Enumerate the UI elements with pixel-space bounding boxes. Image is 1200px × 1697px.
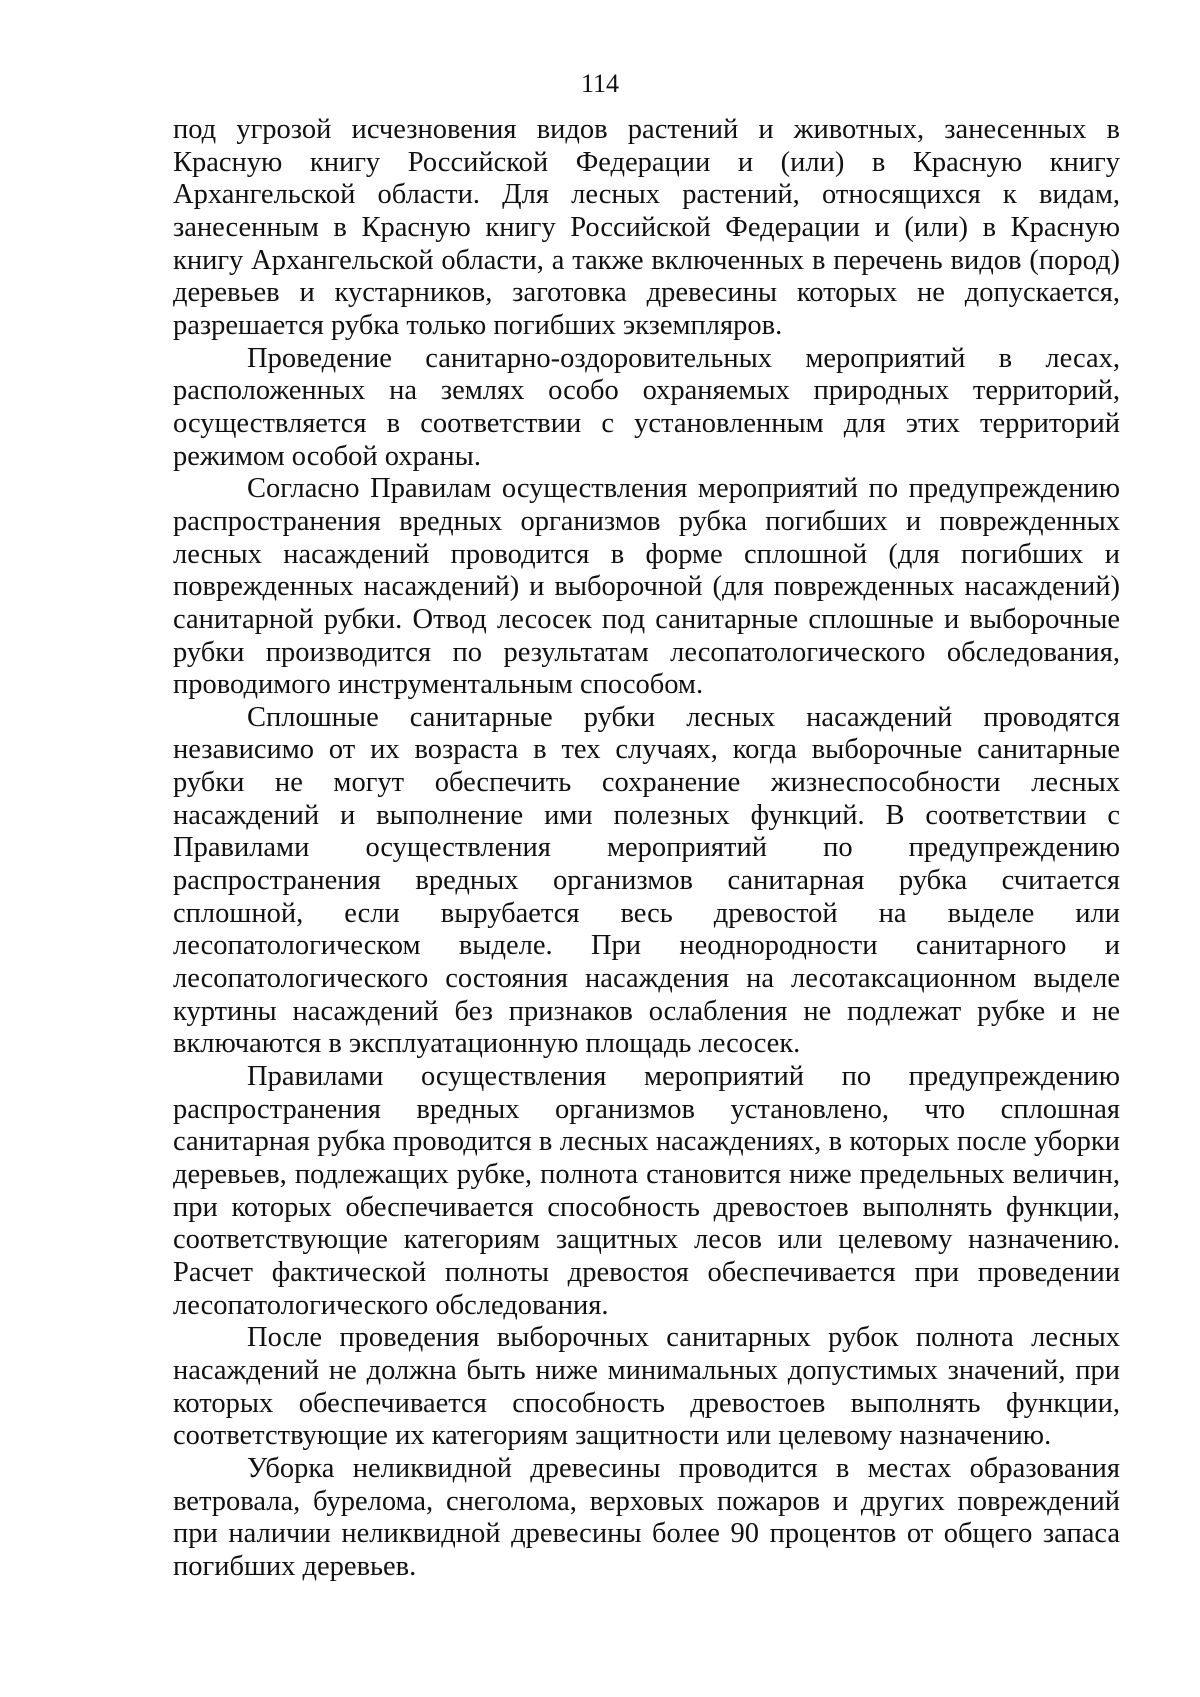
paragraph-protected-territories: Проведение санитарно-оздоровительных мероприятий в лесах, расположенных на землях особо охраняемых природных территорий, осуществляется в соответствии с установленным для этих территорий режимом особой охраны. — [173, 342, 1120, 472]
paragraph-sanitary-felling-forms: Согласно Правилам осуществления мероприятий по предупреждению распространения вредных организмов рубка погибших и поврежденных лесных насаждений проводится в форме сплошной (для погибших и поврежденных насаждений) и выборочной (для поврежденных насаждений) санитарной рубки. Отвод лесосек под санитарные сплошные и выборочные рубки производится по результатам лесопатологического обследования, проводимого инструментальным способом. — [173, 473, 1120, 701]
paragraph-continuation: под угрозой исчезновения видов растений и животных, занесенных в Красную книгу Российской Федерации и (или) в Красную книгу Архангельской области. Для лесных растений, относящихся к видам, занесенным в Красную книгу Российской Федерации и (или) в Красную книгу Архангельской области, а также включенных в перечень видов (пород) деревьев и кустарников, заготовка древесины которых не допускается, разрешается рубка только погибших экземпляров. — [173, 114, 1120, 341]
paragraph-selective-felling-density: После проведения выборочных санитарных рубок полнота лесных насаждений не должна быть ниже минимальных допустимых значений, при которых обеспечивается способность древостоев выполнять функции, соответствующие их категориям защитности или целевому назначению. — [173, 1322, 1120, 1452]
paragraph-felling-rules: Правилами осуществления мероприятий по предупреждению распространения вредных организмов установлено, что сплошная санитарная рубка проводится в лесных насаждениях, в которых после уборки деревьев, подлежащих рубке, полнота становится ниже предельных величин, при которых обеспечивается способность древостоев выполнять функции, соответствующие категориям защитных лесов или целевому назначению. Расчет фактической полноты древостоя обеспечивается при проведении лесопатологического обследования. — [173, 1061, 1120, 1321]
paragraph-illiquid-wood-removal: Уборка неликвидной древесины проводится в местах образования ветровала, бурелома, снеголома, верховых пожаров и других повреждений при наличии неликвидной древесины более 90 процентов от общего запаса погибших деревьев. — [173, 1452, 1120, 1582]
paragraph-clear-sanitary-felling: Сплошные санитарные рубки лесных насаждений проводятся независимо от их возраста в тех случаях, когда выборочные санитарные рубки не могут обеспечить сохранение жизнеспособности лесных насаждений и выполнение ими полезных функций. В соответствии с Правилами осуществления мероприятий по предупреждению распространения вредных организмов санитарная рубка считается сплошной, если вырубается весь древостой на выделе или лесопатологическом выделе. При неоднородности санитарного и лесопатологического состояния насаждения на лесотаксационном выделе куртины насаждений без признаков ослабления не подлежат рубке и не включаются в эксплуатационную площадь лесосек. — [173, 701, 1120, 1060]
document-body — [173, 114, 1120, 1584]
page-number: 114 — [580, 69, 620, 98]
